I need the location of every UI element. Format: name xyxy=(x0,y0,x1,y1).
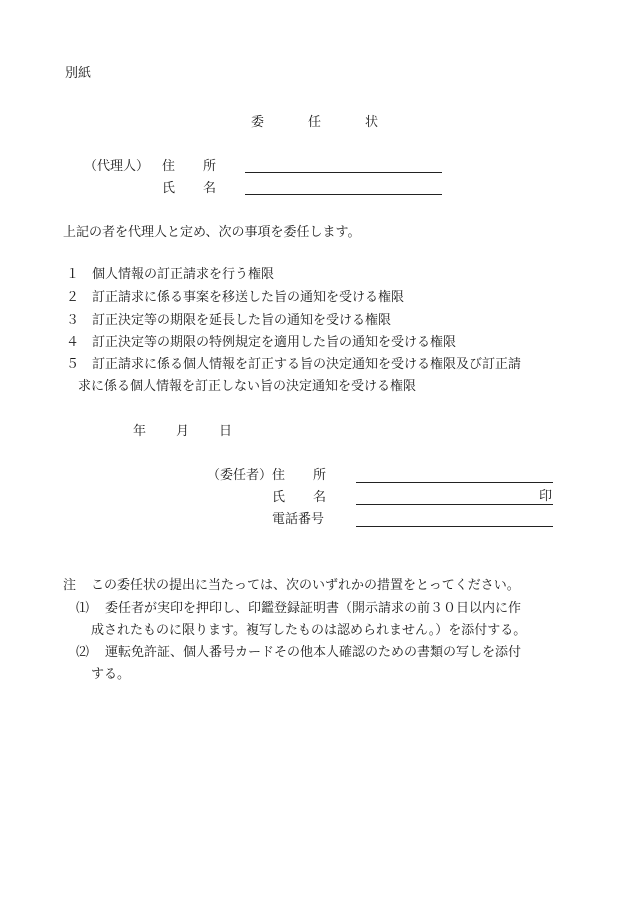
title-char-3: 状 xyxy=(365,115,379,130)
list-item-continuation: 求に係る個人情報を訂正しない旨の決定通知を受ける権限 xyxy=(78,379,417,394)
agent-address-label-2: 所 xyxy=(203,159,217,174)
attachment-label: 別紙 xyxy=(65,66,92,81)
principal-role: （委任者） xyxy=(207,468,273,483)
note-item-line: 運転免許証、個人番号カードその他本人確認のための書類の写しを添付 xyxy=(105,645,522,660)
list-item-num: ５ xyxy=(66,357,80,372)
date-year-label: 年 xyxy=(133,424,147,439)
list-item-num: １ xyxy=(66,267,80,282)
agent-name-label-1: 氏 xyxy=(162,181,176,196)
principal-address-label-2: 所 xyxy=(313,468,327,483)
note-text: この委任状の提出に当たっては、次のいずれかの措置をとってください。 xyxy=(91,578,520,593)
list-item: 訂正決定等の期限を延長した旨の通知を受ける権限 xyxy=(92,313,392,328)
note-item-line: する。 xyxy=(91,667,131,682)
note-item-num: ⑵ xyxy=(76,645,90,660)
principal-phone-label: 電話番号 xyxy=(272,512,325,527)
list-item: 訂正請求に係る事案を移送した旨の通知を受ける権限 xyxy=(92,290,405,305)
principal-name-label-1: 氏 xyxy=(272,490,286,505)
list-item-num: ２ xyxy=(66,290,80,305)
agent-name-label-2: 名 xyxy=(203,181,217,196)
date-month-label: 月 xyxy=(176,424,190,439)
principal-phone-field[interactable] xyxy=(356,526,553,527)
date-day-label: 日 xyxy=(219,424,233,439)
list-item: 訂正決定等の期限の特例規定を適用した旨の通知を受ける権限 xyxy=(92,335,457,350)
list-item-num: ４ xyxy=(66,335,80,350)
agent-address-label-1: 住 xyxy=(162,159,176,174)
note-label: 注 xyxy=(63,578,77,593)
agent-name-field[interactable] xyxy=(245,194,442,195)
principal-name-field[interactable] xyxy=(356,504,553,505)
title-char-1: 委 xyxy=(251,115,265,130)
title-char-2: 任 xyxy=(308,115,322,130)
principal-address-field[interactable] xyxy=(356,482,553,483)
agent-address-field[interactable] xyxy=(245,172,442,173)
seal-mark: 印 xyxy=(539,489,553,504)
principal-name-label-2: 名 xyxy=(313,490,327,505)
agent-role: （代理人） xyxy=(84,159,150,174)
note-item-line: 委任者が実印を押印し、印鑑登録証明書（開示請求の前３０日以内に作 xyxy=(105,601,522,616)
list-item: 訂正請求に係る個人情報を訂正する旨の決定通知を受ける権限及び訂正請 xyxy=(92,357,522,372)
intro-text: 上記の者を代理人と定め、次の事項を委任します。 xyxy=(63,225,361,240)
note-item-line: 成されたものに限ります。複写したものは認められません。）を添付する。 xyxy=(91,623,527,638)
list-item-num: ３ xyxy=(66,313,80,328)
list-item: 個人情報の訂正請求を行う権限 xyxy=(92,267,275,282)
principal-address-label-1: 住 xyxy=(272,468,286,483)
note-item-num: ⑴ xyxy=(76,601,90,616)
